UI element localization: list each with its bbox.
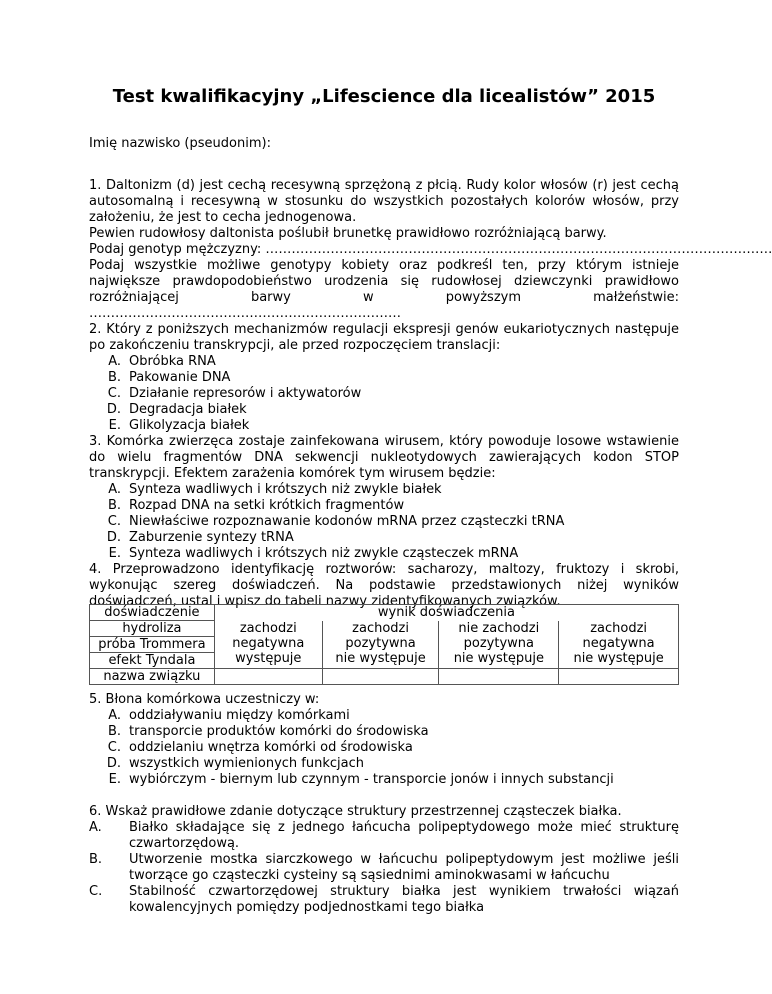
row-label: nazwa związku: [90, 669, 215, 685]
table-cell: zachodzi: [352, 620, 409, 636]
table-cell: negatywna: [582, 635, 655, 651]
option-b: B. Utworzenie mostka siarczkowego w łańcuchu polipeptydowym jest możliwe jeśli tworzące go cząsteczki cysteiny są sąsiednimi aminokwasami w łańcuchu: [89, 852, 679, 883]
question-2-options: [89, 354, 679, 434]
result-column-2: [322, 621, 439, 669]
option-c: C. Niewłaściwe rozpoznawanie kodonów mRNA przez cząsteczki tRNA: [107, 514, 565, 529]
answer-cell[interactable]: [439, 669, 559, 685]
name-label: Imię nazwisko (pseudonim):: [89, 136, 271, 151]
question-2: [89, 322, 679, 434]
result-column-4: [559, 621, 679, 669]
page-title: Test kwalifikacyjny „Lifescience dla licealistów” 2015: [112, 86, 656, 107]
table-cell: nie występuje: [335, 650, 426, 666]
result-column-3: [439, 621, 559, 669]
option-a: A. Obróbka RNA: [108, 354, 216, 369]
question-5: [89, 692, 679, 788]
option-b: B. Rozpad DNA na setki krótkich fragmentów: [107, 498, 405, 513]
option-a: A. Białko składające się z jednego łańcucha polipeptydowego może mieć strukturę czwartorzędową.: [89, 820, 679, 851]
question-3-options: [89, 482, 679, 562]
question-1: [89, 178, 772, 322]
table-row: [90, 669, 679, 685]
option-b: B. Pakowanie DNA: [107, 370, 231, 385]
option-d: D. Zaburzenie syntezy tRNA: [106, 530, 294, 545]
table-cell: występuje: [235, 650, 302, 666]
row-label: efekt Tyndala: [90, 653, 215, 669]
question-1-text-2: Pewien rudowłosy daltonista poślubił brunetkę prawidłowo rozróżniającą barwy.: [89, 226, 607, 241]
option-e: E. Glikolyzacja białek: [108, 418, 250, 433]
table-cell: pozytywna: [463, 635, 534, 651]
option-c: C. Stabilność czwartorzędowej struktury białka jest wynikiem trwałości wiązań kowalencyjnych pomiędzy podjednostkami tego białka: [89, 884, 679, 915]
question-4: [89, 562, 679, 610]
option-b: B. transporcie produktów komórki do środowiska: [107, 724, 429, 739]
question-5-options: [89, 708, 679, 788]
question-3-text: 3. Komórka zwierzęca zostaje zainfekowana wirusem, który powoduje losowe wstawienie do wielu fragmentów DNA sekwencji nukleotydowych zawierających kodon STOP transkrypcji. Efektem zarażenia komórek tym wirusem będzie:: [89, 434, 679, 481]
table-cell: pozytywna: [345, 635, 416, 651]
result-column-1: [214, 621, 322, 669]
question-2-text: 2. Który z poniższych mechanizmów regulacji ekspresji genów eukariotycznych następuje po zakończeniu transkrypcji, ale przed rozpoczęciem translacji:: [89, 322, 679, 353]
answer-cell[interactable]: [322, 669, 439, 685]
question-1-text: 1. Daltonizm (d) jest cechą recesywną sprzężoną z płcią. Rudy kolor włosów (r) jest cechą autosomalną i recesywną w stosunku do wszystkich pozostałych kolorów włosów, przy założeniu, że jest to cecha jednogenowa.: [89, 178, 679, 225]
option-c: C. Działanie represorów i aktywatorów: [107, 386, 362, 401]
question-5-text: 5. Błona komórkowa uczestniczy w:: [89, 692, 320, 707]
question-6-options: [89, 820, 679, 916]
option-e: E. wybiórczym - biernym lub czynnym - transporcie jonów i innych substancji: [108, 772, 614, 787]
question-1-text-4: Podaj wszystkie możliwe genotypy kobiety oraz podkreśl ten, przy którym istnieje największe prawdopodobieństwo urodzenia się rudowłosej dziewczynki prawidłowo rozróżniającej barwy w powyższym małżeństwie: ………………………………………………………………: [89, 258, 679, 321]
results-table: [89, 604, 679, 685]
row-label: hydroliza: [90, 621, 215, 637]
answer-cell[interactable]: [559, 669, 679, 685]
row-label: próba Trommera: [90, 637, 215, 653]
option-d: D. wszystkich wymienionych funkcjach: [106, 756, 365, 771]
answer-cell[interactable]: [214, 669, 322, 685]
option-d: D. Degradacja białek: [106, 402, 247, 417]
option-c: C. oddzielaniu wnętrza komórki od środowiska: [107, 740, 413, 755]
table-row: [90, 621, 679, 637]
question-6: [89, 804, 679, 916]
question-4-text: 4. Przeprowadzono identyfikację roztworów: sacharozy, maltozy, fruktozy i skrobi, wykonując szereg doświadczeń. Na podstawie przedstawionych niżej wyników doświadczeń, ustal i wpisz do tabeli nazwy zidentyfikowanych związków.: [89, 562, 679, 609]
table-cell: zachodzi: [590, 620, 648, 636]
row-label: doświadczenie: [90, 605, 215, 621]
option-e: E. Synteza wadliwych i krótszych niż zwykle cząsteczek mRNA: [108, 546, 519, 561]
table-row: [90, 605, 679, 621]
question-6-text: 6. Wskaż prawidłowe zdanie dotyczące struktury przestrzennej cząsteczek białka.: [89, 804, 622, 819]
table-header: wynik doświadczenia: [214, 605, 678, 621]
question-1-text-3: Podaj genotyp mężczyzny: ………………………………………………………………………………………………………: [89, 242, 772, 257]
option-a: A. Synteza wadliwych i krótszych niż zwykle białek: [108, 482, 442, 497]
table-cell: negatywna: [232, 635, 305, 651]
table-cell: nie zachodzi: [458, 620, 540, 636]
table-cell: nie występuje: [453, 650, 544, 666]
table-cell: nie występuje: [573, 650, 664, 666]
table-cell: zachodzi: [239, 620, 297, 636]
option-a: A. oddziaływaniu między komórkami: [108, 708, 350, 723]
question-3: [89, 434, 679, 562]
